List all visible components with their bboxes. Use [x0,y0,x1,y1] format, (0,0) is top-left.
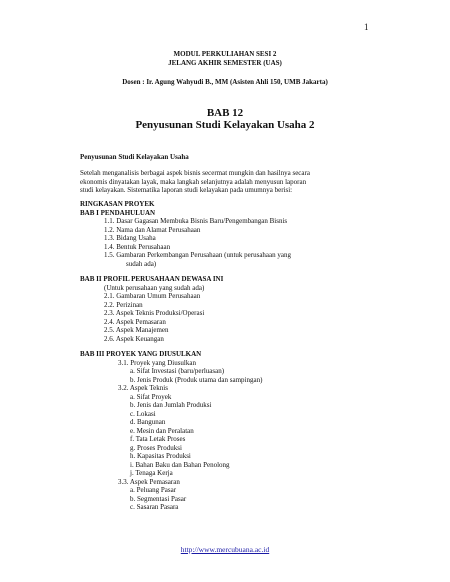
list-item: a. Sifat Proyek [130,392,172,401]
subsection-heading: 3.1. Proyek yang Diusulkan [118,358,196,367]
list-item: 1.3. Bidang Usaha [104,234,156,242]
section-title: Penyusunan Studi Kelayakan Usaha [80,153,189,161]
intro-line: ekonomis dinyatakan layak, maka langkah selanjutnya adalah menyusun laporan [80,177,307,186]
footer-link[interactable]: http://www.mercubuana.ac.id [180,545,270,554]
summary-title: RINGKASAN PROYEK [80,200,155,208]
list-item: 1.1. Dasar Gagasan Membuka Bisnis Baru/Pengembangan Bisnis [104,217,288,225]
module-subtitle: JELANG AKHIR SEMESTER (UAS) [168,59,282,67]
list-item: g. Proses Produksi [130,443,182,452]
bab3-title: BAB III PROYEK YANG DIUSULKAN [80,350,202,358]
list-item: e. Mesin dan Peralatan [130,426,194,435]
list-item: sudah ada) [126,259,157,268]
list-item: f. Tata Letak Proses [130,435,186,443]
lecturer-line: Dosen : Ir. Agung Wahyudi B., MM (Asisten Ahli 150, UMB Jakarta) [122,78,328,86]
bab1-title: BAB I PENDAHULUAN [80,208,156,217]
list-item: 2.6. Aspek Keuangan [104,334,164,343]
list-item: i. Bahan Baku dan Bahan Penolong [130,460,230,469]
page-number: 1 [364,22,369,32]
intro-line: studi kelayakan. Sistematika laporan studi kelayakan pada umumnya berisi: [80,186,293,194]
list-item: 2.3. Aspek Teknis Produksi/Operasi [104,309,205,317]
subsection-heading: 3.2. Aspek Teknis [118,384,168,392]
list-item: 1.5. Gambaran Perkembangan Perusahaan (untuk perusahaan yang [104,251,291,259]
list-item: 2.1. Gambaran Umum Perusahaan [104,292,201,300]
list-item: 2.2. Perizinan [104,300,143,309]
list-item: b. Jenis Produk (Produk utama dan sampingan) [130,375,263,384]
list-item: 1.4. Bentuk Perusahaan [104,242,171,251]
list-item: c. Sasaran Pasara [130,503,179,511]
bab2-note: (Untuk perusahaan yang sudah ada) [104,283,205,292]
module-title: MODUL PERKULIAHAN SESI 2 [173,50,277,58]
chapter-heading [0,107,450,131]
list-item: c. Lokasi [130,409,156,418]
list-item: d. Bangunan [130,418,166,426]
list-item: 2.4. Aspek Pemasaran [104,317,166,326]
intro-paragraph [80,169,370,195]
list-item: b. Segmentasi Pasar [130,494,187,503]
list-item: 2.5. Aspek Manajemen [104,326,169,334]
list-item: j. Tenaga Kerja [130,469,173,477]
list-item: a. Sifat Investasi (baru/perluasan) [130,367,225,375]
list-item: a. Peluang Pasar [130,486,177,494]
module-header [0,50,450,68]
subsection-heading: 3.3. Aspek Pemasaran [118,477,180,486]
bab2-title: BAB II PROFIL PERUSAHAAN DEWASA INI [80,275,224,283]
list-item: b. Jenis dan Jumlah Produksi [130,401,212,409]
list-item: h. Kapasitas Produksi [130,452,191,460]
intro-line: Setelah menganalisis berbagai aspek bisnis secermat mungkin dan hasilnya secara [80,169,310,177]
list-item: 1.2. Nama dan Alamat Perusahaan [104,225,201,234]
chapter-title: Penyusunan Studi Kelayakan Usaha 2 [135,119,315,131]
chapter-number: BAB 12 [206,107,244,119]
report-outline [80,200,380,512]
